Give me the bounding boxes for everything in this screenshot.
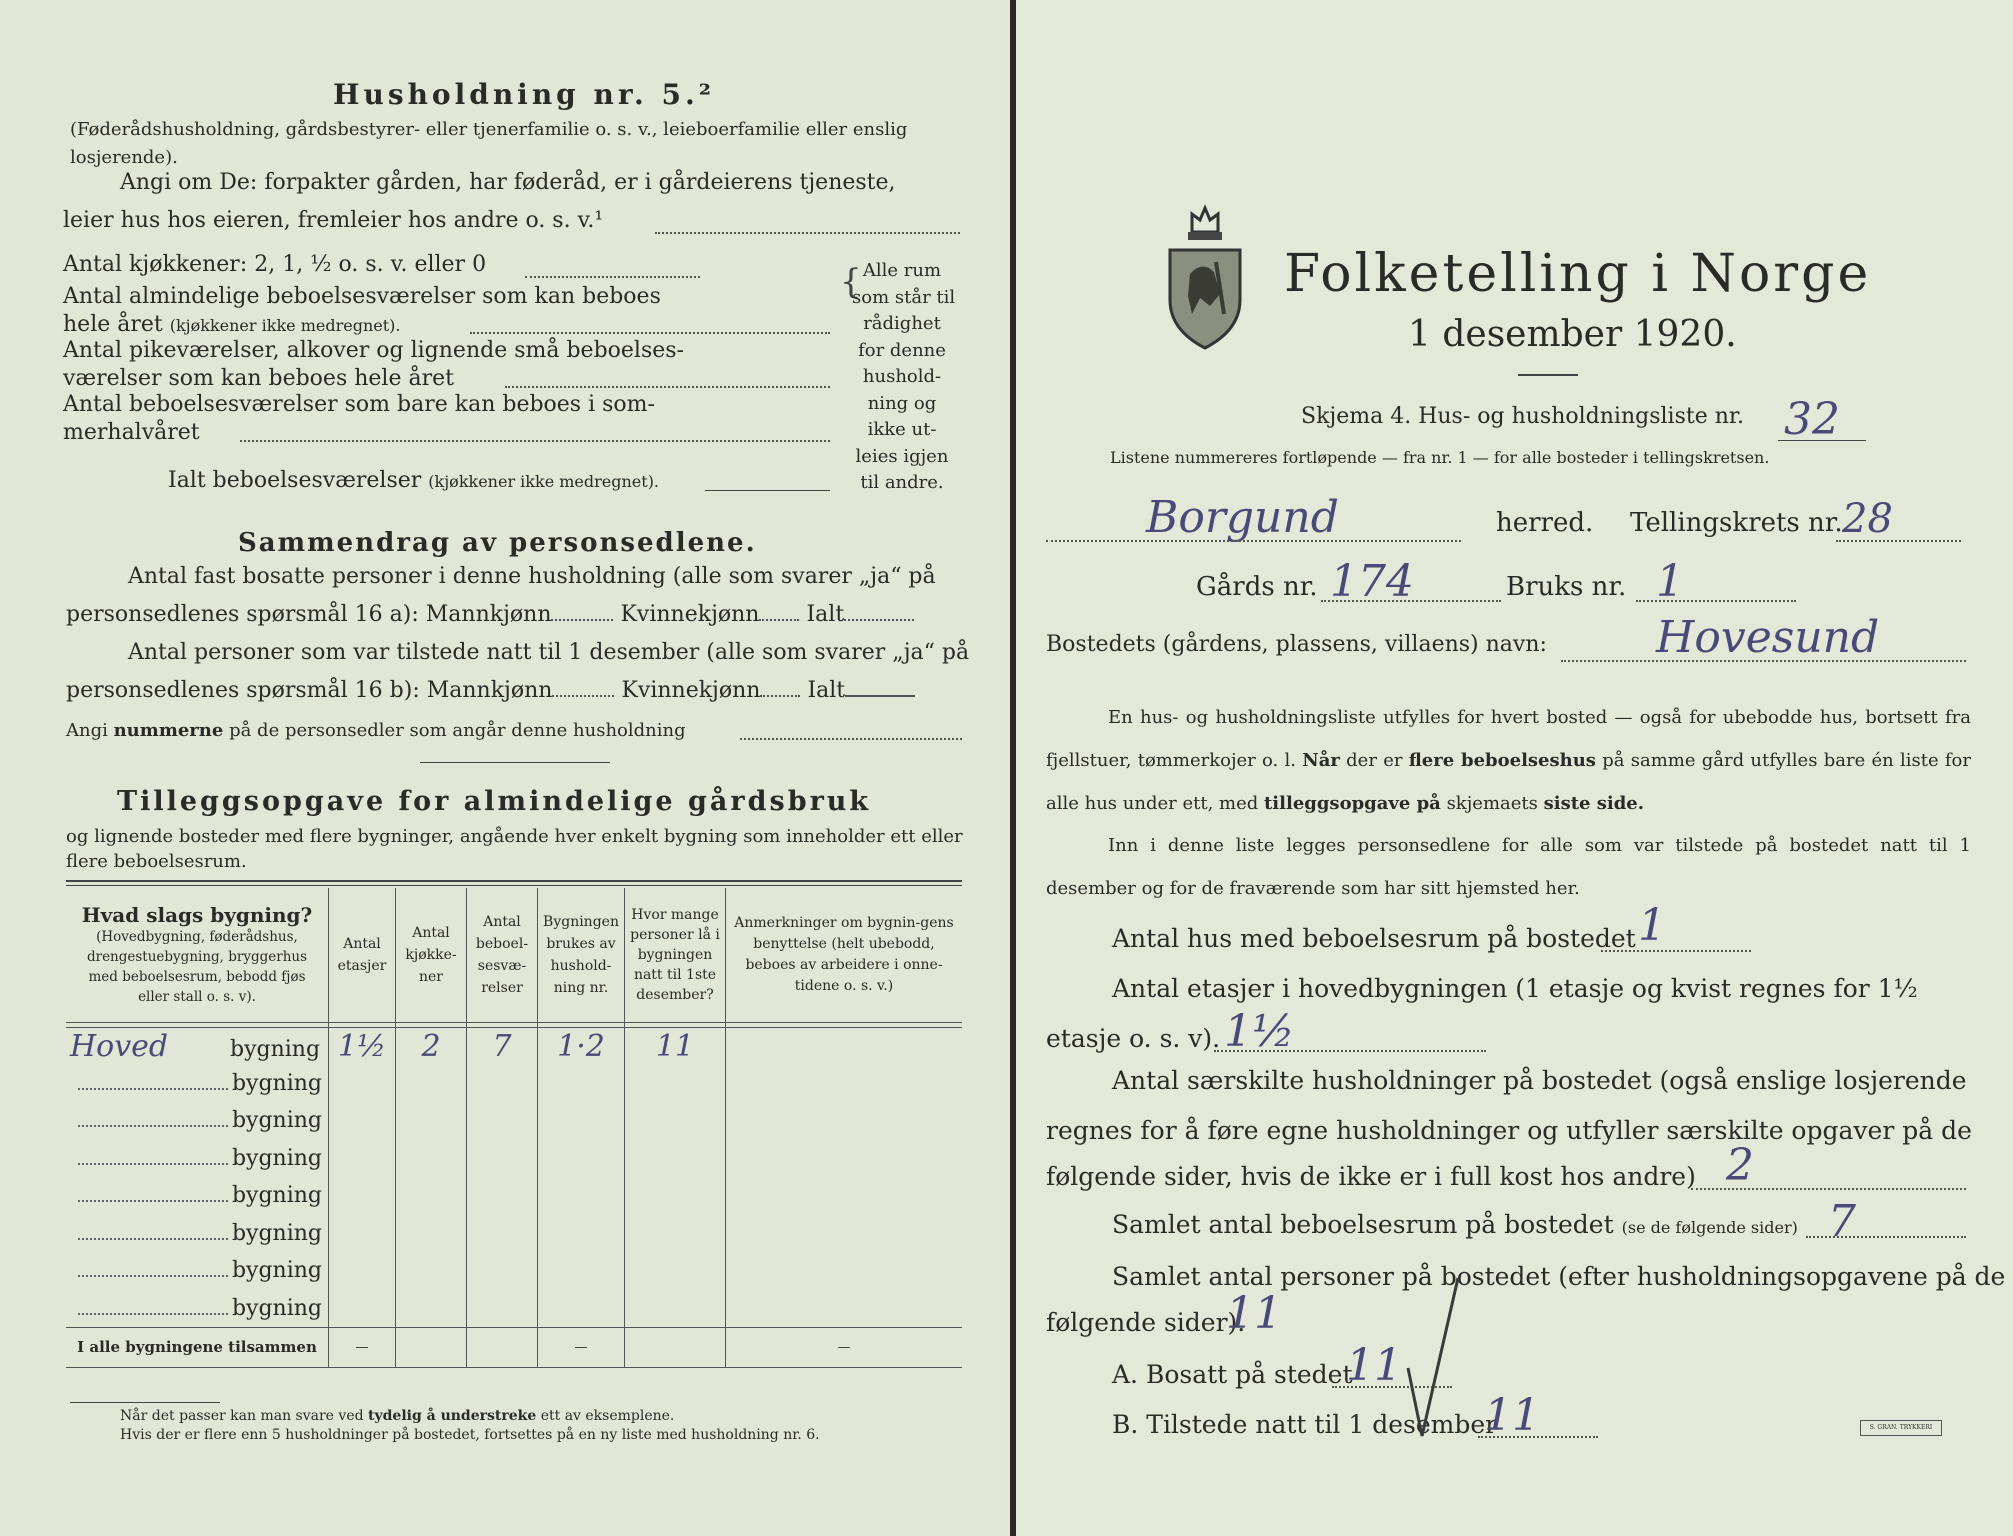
th-type-sub: (Hovedbygning, føderådshus, drengestuebygning, bryggerhus med beboelsesrum, bebodd fjøs eller stall o. s. v). bbox=[86, 928, 308, 1005]
summary-a-ialt: Ialt bbox=[806, 602, 845, 627]
row-0-kitchens: 2 bbox=[396, 1027, 467, 1065]
rooms-value: 7 bbox=[1828, 1196, 1856, 1247]
bosted-line bbox=[1561, 660, 1966, 662]
herred-line bbox=[1046, 540, 1461, 542]
foot-2: Hvis der er flere enn 5 husholdninger på bostedet, fortsettes på en ny liste med husholdning nr. 6. bbox=[120, 1427, 820, 1443]
summary-divider bbox=[420, 762, 610, 763]
th-type-title: Hvad slags bygning? bbox=[81, 902, 313, 927]
total-floors: — bbox=[329, 1327, 396, 1367]
houses-value: 1 bbox=[1638, 900, 1666, 951]
bosted-label: Bostedets (gårdens, plassens, villaens) navn: bbox=[1046, 632, 1547, 657]
persons-value: 11 bbox=[1226, 1288, 1282, 1339]
q-ordinary-2b: (kjøkkener ikke medregnet). bbox=[169, 316, 401, 335]
th-remarks: Anmerkninger om bygnin-gens benyttelse (helt ubebodd, beboes av arbeidere i onne-tidene o. s. v.) bbox=[726, 888, 963, 1022]
household-subheading: (Føderådshusholdning, gårdsbestyrer- eller tjenerfamilie o. s. v., leieboerfamilie eller enslig losjerende). bbox=[70, 119, 908, 168]
supplement-sub: og lignende bosteder med flere bygninger, angående hver enkelt bygning som inneholder ett eller flere beboelsesrum. bbox=[66, 826, 963, 872]
persons-2: følgende sider). bbox=[1046, 1308, 1246, 1337]
q-summer-line bbox=[240, 440, 830, 442]
main-title: Folketelling i Norge bbox=[1284, 244, 1872, 304]
rooms-line bbox=[1806, 1236, 1966, 1238]
gaards-value: 174 bbox=[1330, 556, 1414, 607]
houses-label: Antal hus med beboelsesrum på bostedet bbox=[1112, 924, 1636, 953]
q-ordinary-1: Antal almindelige beboelsesværelser som kan beboes bbox=[63, 284, 661, 309]
summary-heading: Sammendrag av personsedlene. bbox=[238, 528, 757, 558]
summary-b-ialt: Ialt bbox=[807, 678, 846, 703]
main-date: 1 desember 1920. bbox=[1408, 314, 1737, 355]
right-page bbox=[1016, 0, 2013, 1536]
q-summer-1: Antal beboelsesværelser som bare kan beboes i som- bbox=[63, 392, 655, 417]
tilstede-value: 11 bbox=[1484, 1390, 1540, 1441]
foot-1a: Når det passer kan man svare ved bbox=[120, 1408, 369, 1424]
q-maid-1: Antal pikeværelser, alkover og lignende små beboelses- bbox=[63, 338, 684, 363]
q-kitchens: Antal kjøkkener: 2, 1, ½ o. s. v. eller 0 bbox=[63, 252, 487, 277]
table-row: bygning bbox=[66, 1290, 962, 1328]
households-value: 2 bbox=[1726, 1140, 1754, 1191]
numbers-post: på de personsedler som angår denne husholdning bbox=[223, 720, 686, 741]
numbering-note: Listene nummereres fortløpende — fra nr. 1 — for alle bosteder i tellingskretsen. bbox=[1110, 448, 1770, 467]
instructions-2: Inn i denne liste legges personsedlene for alle som var tilstede på bostedet natt til 1 desember og for de fraværende som har sitt hjemsted her. bbox=[1046, 835, 1971, 899]
summary-a-2: personsedlenes spørsmål 16 a): Mannkjønn bbox=[66, 602, 552, 627]
q-total-note: (kjøkkener ikke medregnet). bbox=[428, 472, 660, 491]
floors-label-1: Antal etasjer i hovedbygningen (1 etasje og kvist regnes for 1½ bbox=[1112, 974, 1918, 1003]
table-rule-1 bbox=[66, 880, 962, 882]
gaards-line bbox=[1321, 600, 1501, 602]
table-total-row bbox=[66, 1327, 962, 1367]
th-floors: Antal etasjer bbox=[329, 888, 396, 1022]
herred-label: herred. bbox=[1496, 508, 1594, 538]
table-row: bygning bbox=[66, 1140, 962, 1178]
total-label: I alle bygningene tilsammen bbox=[77, 1338, 317, 1356]
bosatt-label: A. Bosatt på stedet bbox=[1112, 1360, 1353, 1389]
households-1: Antal særskilte husholdninger på bostedet (også enslige losjerende bbox=[1112, 1066, 1967, 1095]
bosatt-value: 11 bbox=[1346, 1340, 1402, 1391]
table-row bbox=[66, 1027, 962, 1065]
foot-1c: ett av eksemplene. bbox=[536, 1408, 675, 1424]
summary-b-kvinne: Kvinnekjønn bbox=[621, 678, 761, 703]
row-0-name: Hoved bbox=[70, 1028, 169, 1064]
summary-b-1: Antal personer som var tilstede natt til 1 desember (alle som svarer „ja“ på bbox=[128, 640, 970, 665]
bruks-value: 1 bbox=[1656, 556, 1684, 607]
q-summer-2: merhalvåret bbox=[63, 420, 200, 445]
row-0-persons: 11 bbox=[625, 1027, 726, 1065]
supplement-heading: Tilleggsopgave for almindelige gårdsbruk bbox=[117, 786, 872, 817]
rooms-label: Samlet antal beboelsesrum på bostedet bbox=[1112, 1210, 1614, 1239]
krets-label: Tellingskrets nr. bbox=[1630, 508, 1843, 538]
table-rule-2 bbox=[66, 885, 962, 886]
side-note: Alle rum som står til rådighet for denne hushold- ning og ikke ut- leies igjen til andre. bbox=[852, 260, 956, 493]
schema-value: 32 bbox=[1784, 394, 1840, 445]
q-ordinary-line bbox=[470, 332, 830, 334]
table-row: bygning bbox=[66, 1252, 962, 1290]
q-kitchens-line bbox=[525, 276, 700, 278]
q-maid-2: værelser som kan beboes hele året bbox=[63, 366, 454, 391]
households-3: følgende sider, hvis de ikke er i full kost hos andre) bbox=[1046, 1162, 1696, 1191]
q-ordinary-2: hele året bbox=[63, 312, 163, 337]
row-0-rooms: 7 bbox=[467, 1027, 538, 1065]
table-row: bygning bbox=[66, 1215, 962, 1253]
th-used-by: Bygningen brukes av hushold-ning nr. bbox=[538, 888, 625, 1022]
household-heading: Husholdning nr. 5.² bbox=[333, 78, 716, 111]
building-table bbox=[66, 888, 962, 1368]
th-rooms: Antal beboel-sesvæ-relser bbox=[467, 888, 538, 1022]
row-0-label: bygning bbox=[230, 1036, 321, 1062]
schema-line bbox=[1778, 440, 1866, 441]
foot-1b: tydelig å understreke bbox=[368, 1408, 537, 1424]
floors-line bbox=[1214, 1050, 1486, 1052]
title-divider bbox=[1518, 374, 1578, 376]
angi-answer-line bbox=[655, 232, 960, 234]
total-remarks: — bbox=[726, 1327, 963, 1367]
numbers-line bbox=[740, 738, 962, 740]
row-0-used-by: 1·2 bbox=[538, 1027, 625, 1065]
summary-a-1: Antal fast bosatte personer i denne husholdning (alle som svarer „ja“ på bbox=[128, 564, 936, 589]
households-line bbox=[1691, 1188, 1966, 1190]
table-row: bygning bbox=[66, 1065, 962, 1103]
bruks-line bbox=[1636, 600, 1796, 602]
rooms-note: (se de følgende sider) bbox=[1621, 1218, 1798, 1237]
row-0-floors: 1½ bbox=[329, 1027, 396, 1065]
floors-label-2: etasje o. s. v). bbox=[1046, 1024, 1221, 1053]
krets-value: 28 bbox=[1842, 496, 1893, 542]
summary-b-2: personsedlenes spørsmål 16 b): Mannkjønn bbox=[66, 678, 553, 703]
q-maid-line bbox=[505, 386, 830, 388]
angi-line-2: leier hus hos eieren, fremleier hos andre o. s. v.¹ bbox=[63, 208, 604, 233]
printer-stamp: S. GRAN. TRYKKERI bbox=[1860, 1420, 1942, 1436]
footnote-rule bbox=[70, 1402, 220, 1403]
households-2: regnes for å føre egne husholdninger og utfyller særskilte opgaver på de bbox=[1046, 1116, 1972, 1145]
herred-value: Borgund bbox=[1146, 492, 1339, 543]
q-total: Ialt beboelsesværelser bbox=[168, 468, 422, 493]
krets-line bbox=[1836, 540, 1961, 542]
angi-line-1: Angi om De: forpakter gården, har føderåd, er i gårdeierens tjeneste, bbox=[120, 170, 896, 195]
building-table-header bbox=[66, 888, 962, 1022]
gaards-label: Gårds nr. bbox=[1196, 572, 1318, 602]
th-kitchens: Antal kjøkke-ner bbox=[396, 888, 467, 1022]
side-brace-icon: { bbox=[840, 262, 862, 302]
tilstede-line bbox=[1478, 1436, 1598, 1438]
floors-value: 1½ bbox=[1224, 1006, 1295, 1057]
bruks-label: Bruks nr. bbox=[1506, 572, 1627, 602]
tilstede-label: B. Tilstede natt til 1 desember bbox=[1112, 1410, 1498, 1439]
table-row: bygning bbox=[66, 1177, 962, 1215]
table-row: bygning bbox=[66, 1102, 962, 1140]
persons-1: Samlet antal personer på bostedet (efter husholdningsopgavene på de bbox=[1112, 1262, 2006, 1291]
instructions-1: En hus- og husholdningsliste utfylles for hvert bosted — også for ubebodde hus, bortsett fra fjellstuer, tømmerkojer o. l. Når der er flere beboelseshus på samme gård utfylles bare én liste for alle hus under ett, med tilleggsopgave på skjemaets siste side. bbox=[1046, 707, 1971, 814]
th-persons: Hvor mange personer lå i bygningen natt til 1ste desember? bbox=[625, 888, 726, 1022]
coat-of-arms-icon bbox=[1162, 202, 1248, 350]
houses-line bbox=[1601, 950, 1751, 952]
schema-label: Skjema 4. Hus- og husholdningsliste nr. bbox=[1301, 404, 1744, 429]
checkmark-icon bbox=[1400, 1268, 1470, 1448]
q-total-line bbox=[705, 490, 830, 491]
summary-a-kvinne: Kvinnekjønn bbox=[620, 602, 760, 627]
bosted-value: Hovesund bbox=[1656, 612, 1880, 663]
total-used-by: — bbox=[538, 1327, 625, 1367]
numbers-bold: nummerne bbox=[113, 720, 224, 741]
numbers-pre: Angi bbox=[66, 720, 114, 741]
